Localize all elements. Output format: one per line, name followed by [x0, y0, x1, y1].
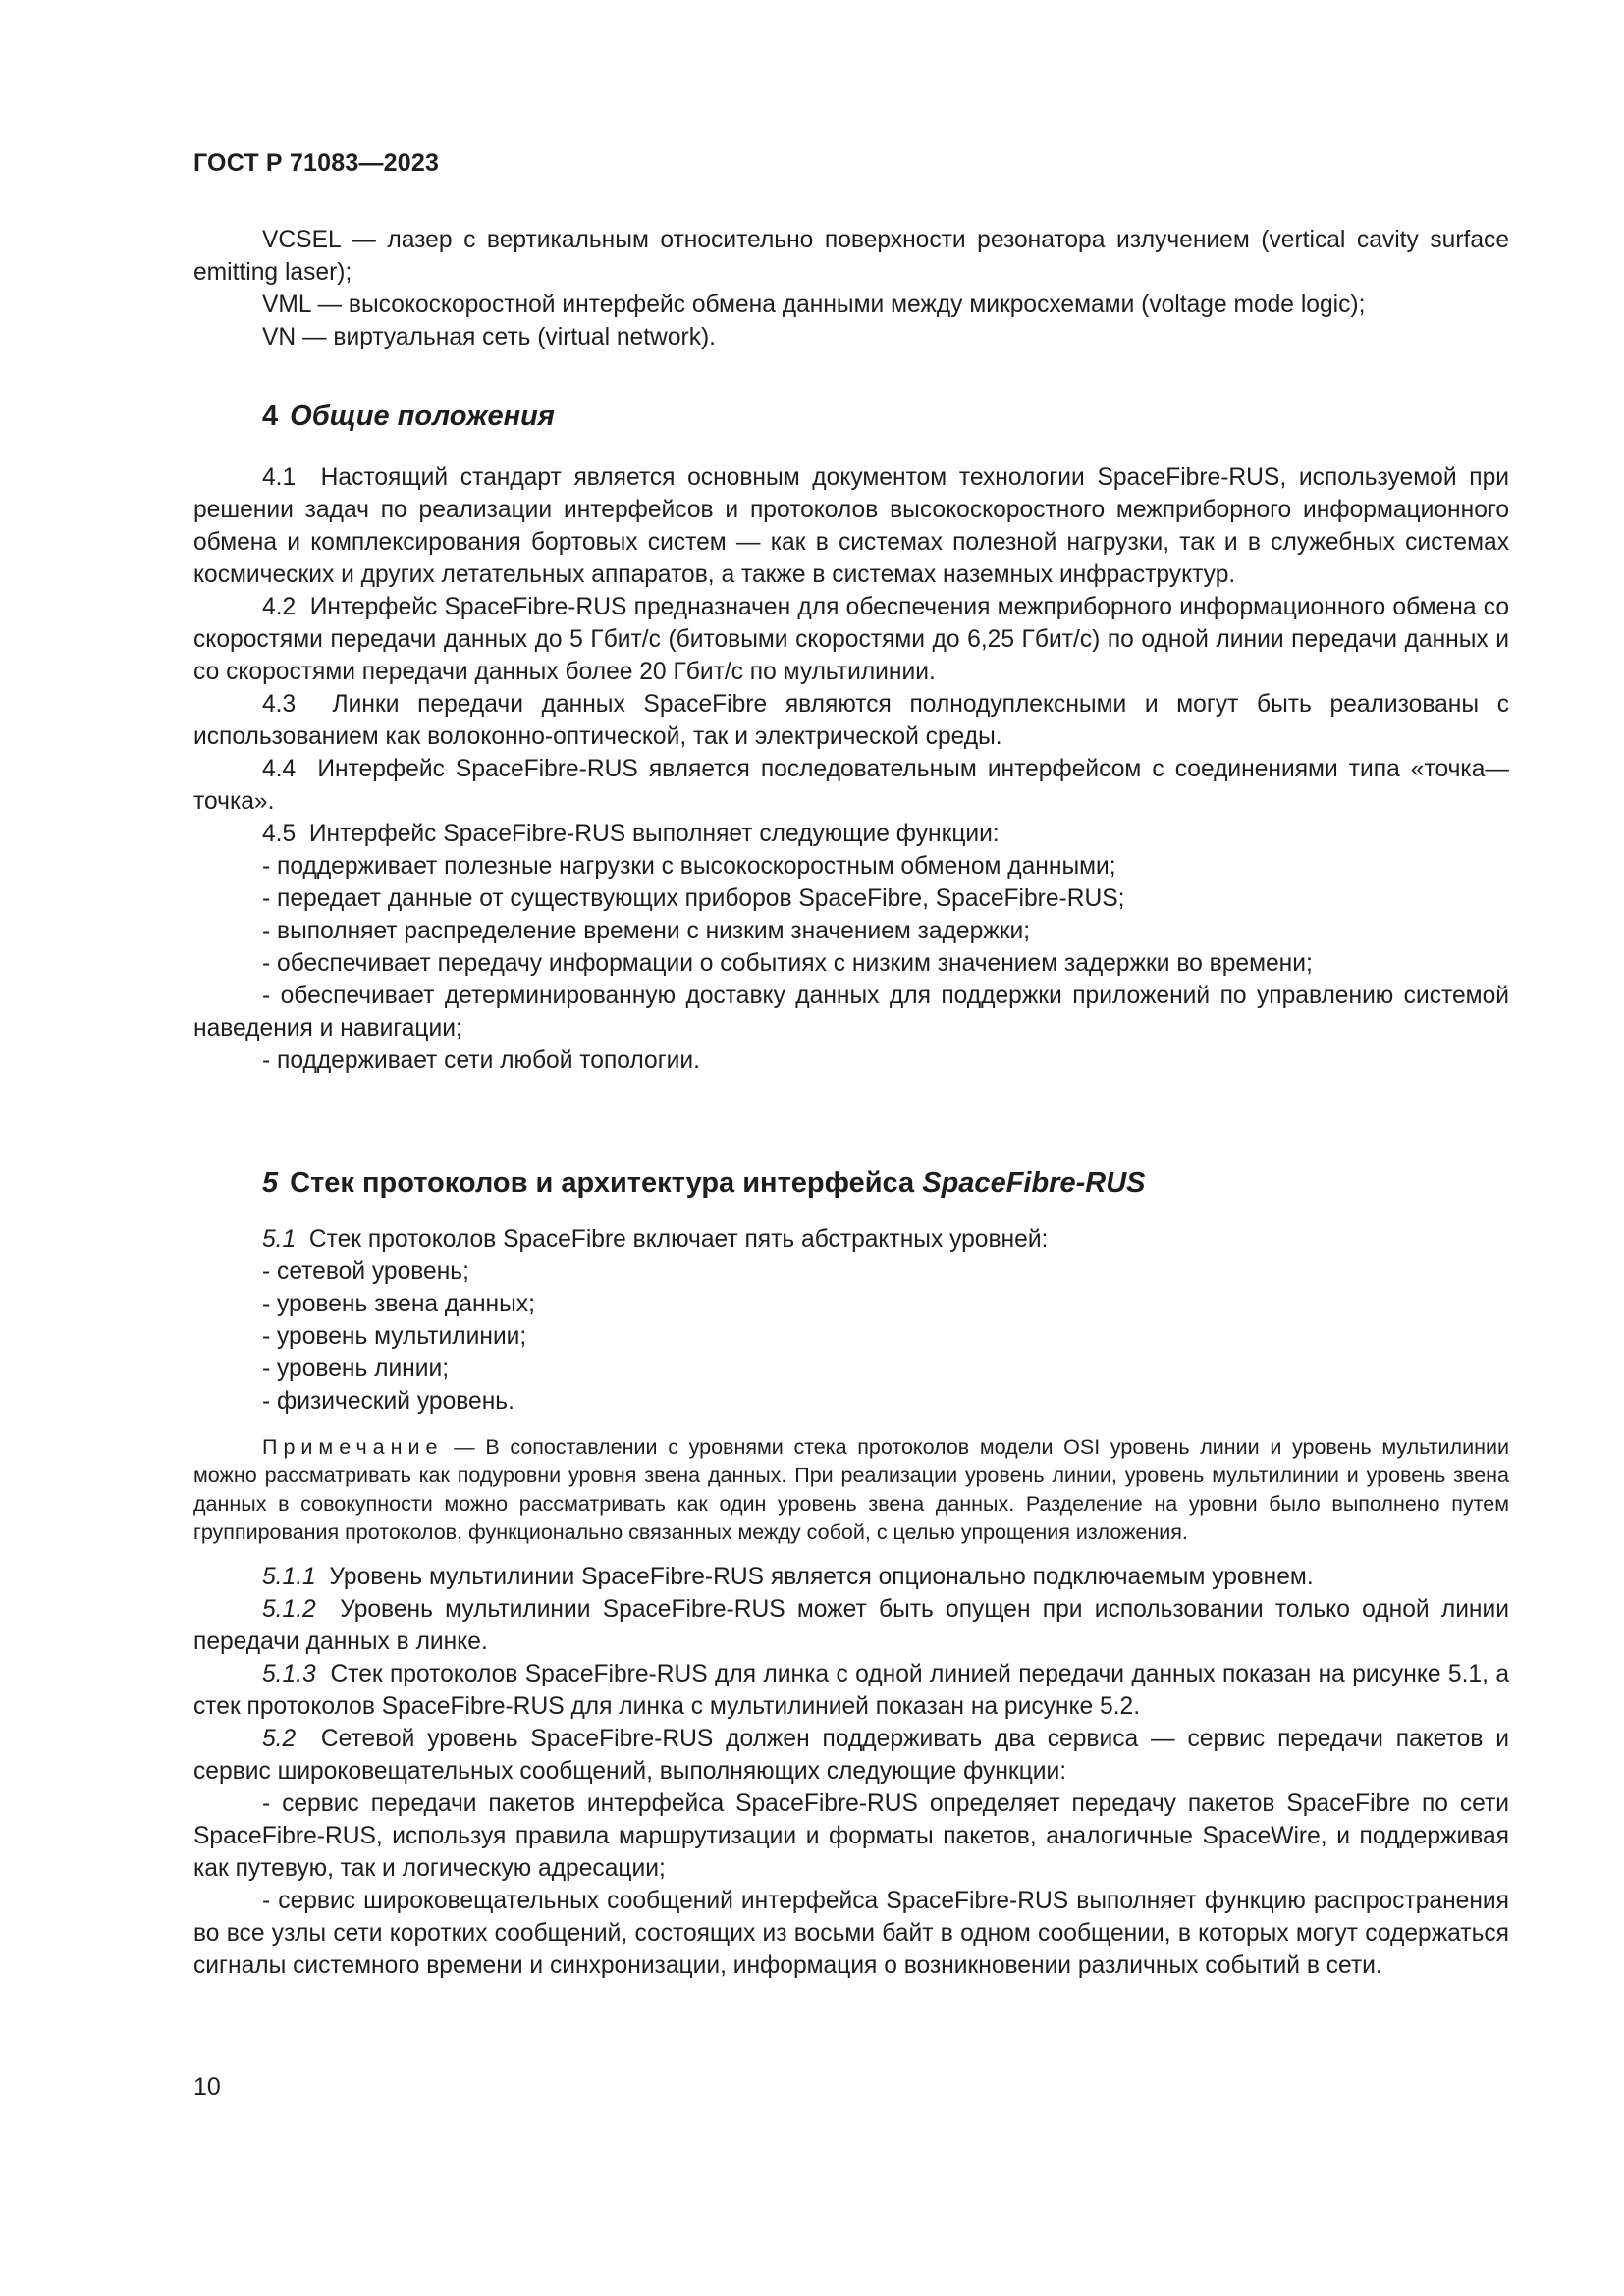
- function-item: - обеспечивает детерминированную доставку данных для поддержки приложений по управлению системой наведения и навигации;: [193, 983, 1509, 1041]
- clause-text: Сетевой уровень SpaceFibre-RUS должен поддерживать два сервиса — сервис передачи пакетов и сервис широковещательных сообщений, выполняющих следующие функции:: [193, 1726, 1509, 1785]
- abbreviations-list: [193, 224, 1509, 353]
- paragraph-5-1: [193, 1223, 1509, 1255]
- section-5-title: Стек протоколов и архитектура интерфейса: [290, 1167, 915, 1199]
- clause-number: 5.2: [262, 1726, 297, 1752]
- clause-text: Уровень мультилинии SpaceFibre-RUS является опционально подключаемым уровнем.: [329, 1564, 1314, 1590]
- section-4-title: Общие положения: [290, 400, 555, 432]
- section-5-title-italic: SpaceFibre-RUS: [922, 1167, 1146, 1199]
- clause-number: 4.2: [262, 594, 297, 620]
- clause-text: Интерфейс SpaceFibre-RUS предназначен для обеспечения межприборного информационного обмена со скоростями передачи данных до 5 Гбит/с (битовыми скоростями до 6,25 Гбит/с) по одной линии передачи данных и со скоростями передачи данных более 20 Гбит/с по мультилинии.: [193, 594, 1509, 685]
- paragraph-5-1-1: [193, 1561, 1509, 1593]
- clause-text: Настоящий стандарт является основным документом технологии SpaceFibre-RUS, используемой при решении задач по реализации интерфейсов и протоколов высокоскоростного межприборного информационного обмена и комплексирования бортовых систем — как в системах полезной нагрузки, так и в служебных системах космических и других летательных аппаратов, а также в системах наземных инфраструктур.: [193, 464, 1510, 588]
- page-number: 10: [193, 2073, 221, 2101]
- paragraph-5-1-3: [193, 1658, 1509, 1723]
- section-4-body: [193, 461, 1509, 1077]
- clause-text: Стек протоколов SpaceFibre-RUS для линка с одной линией передачи данных показан на рисунке 5.1, а стек протоколов SpaceFibre-RUS для линка с мультилинией показан на рисунке 5.2.: [193, 1661, 1509, 1720]
- clause-number: 5.1.2: [262, 1596, 316, 1623]
- section-5-body: [193, 1223, 1509, 1982]
- abbreviation-vcsel: VCSEL — лазер с вертикальным относительно поверхности резонатора излучением (vertical cavity surface emitting laser);: [193, 227, 1509, 286]
- section-4-number: 4: [262, 400, 279, 432]
- paragraph-5-1-2: [193, 1593, 1509, 1658]
- clause-text: Стек протоколов SpaceFibre включает пять абстрактных уровней:: [308, 1226, 1049, 1253]
- service-item: - сервис передачи пакетов интерфейса SpaceFibre-RUS определяет передачу пакетов SpaceFibre по сети SpaceFibre-RUS, используя правила маршрутизации и форматы пакетов, аналогичные SpaceWire, и поддерживая как путевую, так и логическую адресации;: [193, 1790, 1509, 1882]
- section-5-heading: [262, 1167, 1145, 1200]
- note-block: [193, 1433, 1509, 1547]
- paragraph-4-1: [193, 461, 1509, 591]
- clause-number: 4.1: [262, 464, 297, 491]
- clause-number: 4.5: [262, 821, 297, 847]
- function-item: - обеспечивает передачу информации о событиях с низким значением задержки во времени;: [262, 950, 1313, 977]
- paragraph-4-2: [193, 591, 1509, 688]
- level-item: - уровень линии;: [262, 1356, 450, 1382]
- paragraph-5-2: [193, 1723, 1509, 1788]
- clause-number: 5.1.3: [262, 1661, 316, 1687]
- level-item: - физический уровень.: [262, 1388, 514, 1415]
- section-4-heading: [262, 400, 555, 433]
- note-text: — В сопоставлении с уровнями стека протоколов модели OSI уровень линии и уровень мультилинии можно рассматривать как подуровни уровня звена данных. При реализации уровень линии, уровень мультилинии и уровень звена данных в совокупности можно рассматривать как один уровень звена данных. Разделение на уровни было выполнено путем группирования протоколов, функционально связанных между собой, с целью упрощения изложения.: [193, 1435, 1509, 1544]
- paragraph-4-3: [193, 688, 1509, 753]
- abbreviation-vn: VN — виртуальная сеть (virtual network).: [262, 324, 717, 350]
- clause-number: 4.4: [262, 756, 297, 782]
- clause-number: 5.1: [262, 1226, 297, 1253]
- abbreviation-vml: VML — высокоскоростной интерфейс обмена данными между микросхемами (voltage mode logic);: [262, 292, 1366, 318]
- clause-text: Интерфейс SpaceFibre-RUS является последовательным интерфейсом с соединениями типа «точка—точка».: [193, 756, 1509, 815]
- function-item: - передает данные от существующих приборов SpaceFibre, SpaceFibre-RUS;: [262, 885, 1125, 912]
- service-item: - сервис широковещательных сообщений интерфейса SpaceFibre-RUS выполняет функцию распространения во все узлы сети коротких сообщений, состоящих из восьми байт в одном сообщении, в которых могут содержаться сигналы системного времени и синхронизации, информация о возникновении различных событий в сети.: [193, 1888, 1509, 1979]
- clause-text: Уровень мультилинии SpaceFibre-RUS может быть опущен при использовании только одной линии передачи данных в линке.: [193, 1596, 1509, 1655]
- level-item: - уровень звена данных;: [262, 1291, 535, 1317]
- function-item: - поддерживает полезные нагрузки с высокоскоростным обменом данными;: [262, 853, 1116, 880]
- paragraph-4-4: [193, 753, 1509, 818]
- clause-text: Интерфейс SpaceFibre-RUS выполняет следующие функции:: [308, 821, 1000, 847]
- running-header-doc-code: ГОСТ Р 71083—2023: [193, 149, 440, 177]
- note-label: Примечание: [262, 1435, 444, 1459]
- clause-text: Линки передачи данных SpaceFibre являются полнодуплексными и могут быть реализованы с использованием как волоконно-оптической, так и электрической среды.: [193, 691, 1509, 750]
- section-5-number: 5: [262, 1167, 279, 1199]
- level-item: - уровень мультилинии;: [262, 1323, 527, 1350]
- paragraph-4-5: [193, 818, 1509, 850]
- function-item: - поддерживает сети любой топологии.: [262, 1047, 700, 1074]
- clause-number: 5.1.1: [262, 1564, 316, 1590]
- clause-number: 4.3: [262, 691, 297, 718]
- function-item: - выполняет распределение времени с низким значением задержки;: [262, 918, 1031, 944]
- level-item: - сетевой уровень;: [262, 1258, 469, 1285]
